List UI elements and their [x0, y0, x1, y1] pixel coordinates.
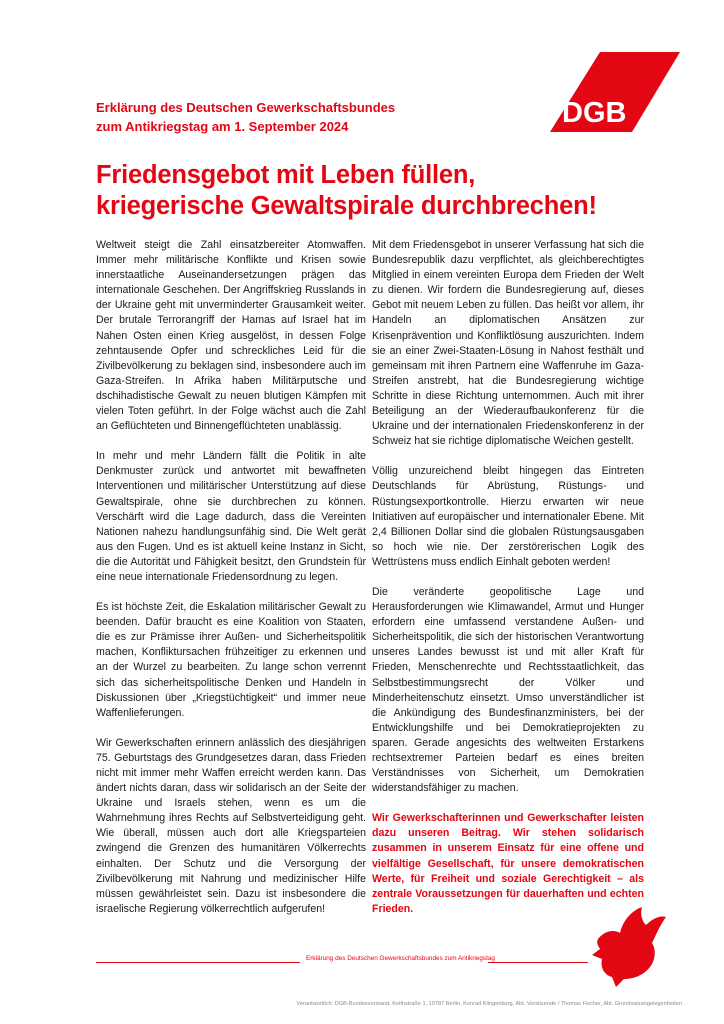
- paragraph: Völlig unzureichend bleibt hingegen das Eintreten Deutschlands für Abrüstung, Rüstungs- und Rüstungsexportkontrolle. Hierzu erwarten wir neue Initiativen auf europäischer und internationaler Ebene. Mit 2,4 Billionen Dollar sind die globalen Rüstungsausgaben so hoch wie nie. Der zerstörerischen Logik des Wettrüstens muss endlich Einhalt geboten werden!: [372, 465, 644, 568]
- paragraph: Wir Gewerkschaften erinnern anlässlich des diesjährigen 75. Geburtstags des Grundgesetzes daran, dass Frieden nicht mit immer mehr Waffen erreicht werden kann. Das ändert nichts daran, dass wir solidarisch an der Seite der Ukraine und Israels stehen, wenn es um die Wahrnehmung ihres Rechts auf Selbstverteidigung geht. Wie überall, müssen auch dort alle Kriegsparteien zwingend die Grenzen des humanitären Völkerrechts einhalten. Der Schutz und die Versorgung der Zivilbevölkerung mit Nahrung und medizinischer Hilfe müssen gewährleistet sein. Dazu ist insbesondere die israelische Regierung völkerrechtlich aufgerufen!: [96, 736, 366, 915]
- footer-rule-left: [96, 962, 300, 963]
- title-line-2: kriegerische Gewaltspirale durchbrechen!: [96, 192, 597, 220]
- svg-text:DGB: DGB: [562, 97, 627, 129]
- paragraph: Die veränderte geopolitische Lage und Herausforderungen wie Klimawandel, Armut und Hunger erfordern eine umfassend verstandene Außen- und Sicherheitspolitik, die sich der historischen Verantwortung unseres Landes bewusst ist und mit aller Kraft für Frieden, Menschenrechte und Rechtsstaatlichkeit, das Selbstbestimmungsrecht der Völker und Minderheitenschutz einsetzt. Umso unverständlicher ist die Ankündigung des Bundesfinanzministers, bei der Entwicklungshilfe und bei Demokratieprojekten zu sparen. Gerade angesichts des weltweiten Erstarkens rechtsextremer Parteien bedarf es eines breiten Verständnisses von Sicherheit, um Demokratien widerstandsfähiger zu machen.: [372, 585, 644, 795]
- page-title: [96, 160, 696, 222]
- header-line-1: Erklärung des Deutschen Gewerkschaftsbundes: [96, 100, 396, 115]
- right-column: [372, 238, 644, 932]
- imprint-line: Verantwortlich: DGB-Bundesvorstand, Keithstraße 1, 10787 Berlin, Konrad Klingenburg, Abt. Vorsitzende / Thomas Fischer, Abt. Grundsatzangelegenheiten: [296, 1001, 682, 1007]
- paragraph: Weltweit steigt die Zahl einsatzbereiter Atomwaffen. Immer mehr militärische Konflikte und Krisen sowie innerstaatliche Auseinandersetzungen prägen das internationale Geschehen. Der Angriffskrieg Russlands in der Ukraine geht mit unverminderter Grausamkeit weiter. Der brutale Terrorangriff der Hamas auf Israel hat im Nahen Osten einen Krieg ausgelöst, in dessen Folge zehntausende Opfer und schreckliches Leid für die Zivilbevölkerung zu beklagen sind, insbesondere auch im Gaza-Streifen. In Afrika haben Militärputsche und dschihadistische Gewalt zu neuen blutigen Kämpfen mit vielen Toten geführt. In der Folge wächst auch die Zahl an Geflüchteten und Binnengeflüchteten unablässig.: [96, 239, 366, 433]
- left-column: [96, 238, 366, 932]
- paragraph: Mit dem Friedensgebot in unserer Verfassung hat sich die Bundesrepublik dazu verpflichtet, als gleichberechtigtes Mitglied in einem vereinten Europa dem Frieden der Welt zu dienen. Wir fordern die Bundesregierung auf, dieses Gebot mit neuem Leben zu füllen. Das heißt vor allem, ihr Handeln an diplomatischen Ansätzen zur Krisenprävention und Konfliktlösung auszurichten. Indem sie an einer Zwei-Staaten-Lösung in Nahost festhält und gemeinsam mit ihren Partnern eine Waffenruhe im Gaza-Streifen anstrebt, hat die Bundesregierung wichtige Schritte in diese Richtung unternommen. Auch mit ihrer Beteiligung an der Wiederaufbaukonferenz für die Ukraine und der internationalen Friedenskonferenz in der Schweiz hat sie richtige diplomatische Weichen gestellt.: [372, 239, 644, 448]
- dgb-logo: [550, 52, 680, 132]
- paragraph: Es ist höchste Zeit, die Eskalation militärischer Gewalt zu beenden. Dafür braucht es eine Koalition von Staaten, die es zur Prämisse ihrer Außen- und Sicherheitspolitik machen, Konfliktursachen frühzeitiger zu erkennen und an der Wurzel zu bearbeiten. Zu lange schon verrennt sich das sicherheitspolitische Denken und Handeln in Diskussionen über „Kriegstüchtigkeit“ und immer neue Waffenlieferungen.: [96, 601, 366, 719]
- footer-running-title: Erklärung des Deutschen Gewerkschaftsbundes zum Antikriegstag: [306, 955, 495, 962]
- footer-rule-right: [488, 962, 588, 963]
- title-line-1: Friedensgebot mit Leben füllen,: [96, 161, 476, 189]
- paragraph: In mehr und mehr Ländern fällt die Politik in alte Denkmuster zurück und antwortet mit bewaffneten Interventionen und militärischer Unterstützung auf diese Gewaltspirale, ohne sie durchbrechen zu können. Verschärft wird die Lage dadurch, dass die Vereinten Nationen nahezu handlungsunfähig sind. Die Welt gerät aus den Fugen. Und es ist aktuell keine Instanz in Sicht, die die Autorität und Fähigkeit besitzt, den Grundstein für eine neue internationale Friedensordnung zu legen.: [96, 450, 366, 583]
- peace-dove-icon: [590, 905, 668, 987]
- statement-header: [96, 98, 496, 136]
- closing-statement: Wir Gewerkschafterinnen und Gewerkschafter leisten dazu unseren Beitrag. Wir stehen solidarisch zusammen in unserem Einsatz für eine offene und vielfältige Gesellschaft, für unsere demokratischen Werte, für Freiheit und soziale Gerechtigkeit – als zentrale Voraussetzungen für dauerhaften und echten Frieden.: [372, 812, 644, 915]
- header-line-2: zum Antikriegstag am 1. September 2024: [96, 119, 349, 134]
